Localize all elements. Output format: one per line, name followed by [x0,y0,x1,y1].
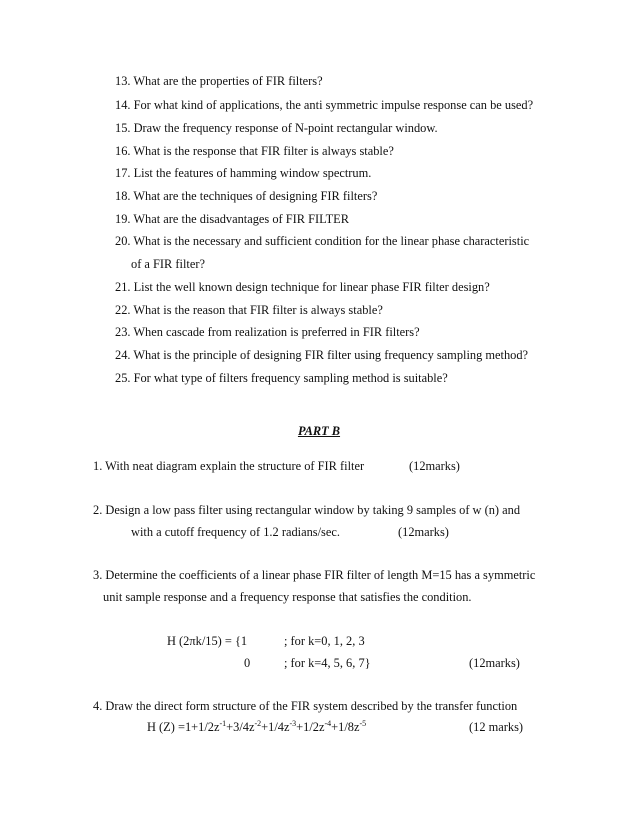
question-item: 16. What is the response that FIR filter is always stable? [115,144,394,158]
question-item: 14. For what kind of applications, the anti symmetric impulse response can be used? [115,98,534,112]
tf-term: +1/8z [331,720,360,734]
question-item: 15. Draw the frequency response of N-point rectangular window. [115,121,438,135]
question-2-marks: (12marks) [398,525,449,539]
condition-2: ; for k=4, 5, 6, 7} [284,656,371,670]
question-item: 13. What are the properties of FIR filters? [115,74,323,88]
question-4-marks: (12 marks) [469,720,524,734]
question-item: 17. List the features of hamming window spectrum. [115,166,372,180]
question-4-line-1: 4. Draw the direct form structure of the FIR system described by the transfer function [93,699,518,713]
tf-exponent: -4 [324,719,332,728]
question-item: 20. What is the necessary and sufficient condition for the linear phase characteristic [115,234,530,248]
question-item: 25. For what type of filters frequency sampling method is suitable? [115,371,448,385]
tf-term: +3/4z [226,720,255,734]
question-item: 19. What are the disadvantages of FIR FILTER [115,212,349,226]
question-item-continuation: of a FIR filter? [131,257,205,271]
question-item: 18. What are the techniques of designing FIR filters? [115,189,378,203]
question-item: 24. What is the principle of designing FIR filter using frequency sampling method? [115,348,529,362]
question-3-line-1: 3. Determine the coefficients of a linear phase FIR filter of length M=15 has a symmetric [93,568,536,582]
tf-exponent: -5 [359,719,367,728]
question-item: 23. When cascade from realization is preferred in FIR filters? [115,325,420,339]
zero-value: 0 [244,656,251,670]
section-heading: PART B [297,424,341,438]
question-3-marks: (12marks) [469,656,520,670]
question-item: 22. What is the reason that FIR filter is always stable? [115,303,383,317]
question-3-line-2: unit sample response and a frequency response that satisfies the condition. [103,590,472,604]
question-2-line-1: 2. Design a low pass filter using rectangular window by taking 9 samples of w (n) and [93,503,521,517]
question-1: 1. With neat diagram explain the structure of FIR filter [93,459,365,473]
tf-exponent: -1 [219,719,227,728]
tf-exponent: -2 [254,719,262,728]
condition-1: ; for k=0, 1, 2, 3 [284,634,365,648]
frequency-response-label: H (2πk/15) = {1 [167,634,248,648]
question-1-marks: (12marks) [409,459,460,473]
tf-term: H (Z) =1+1/2z [147,720,220,734]
tf-term: +1/4z [261,720,290,734]
tf-term: +1/2z [296,720,325,734]
question-item: 21. List the well known design technique for linear phase FIR filter design? [115,280,490,294]
transfer-function [147,720,366,734]
question-2-line-2: with a cutoff frequency of 1.2 radians/sec. [131,525,340,539]
tf-exponent: -3 [289,719,297,728]
